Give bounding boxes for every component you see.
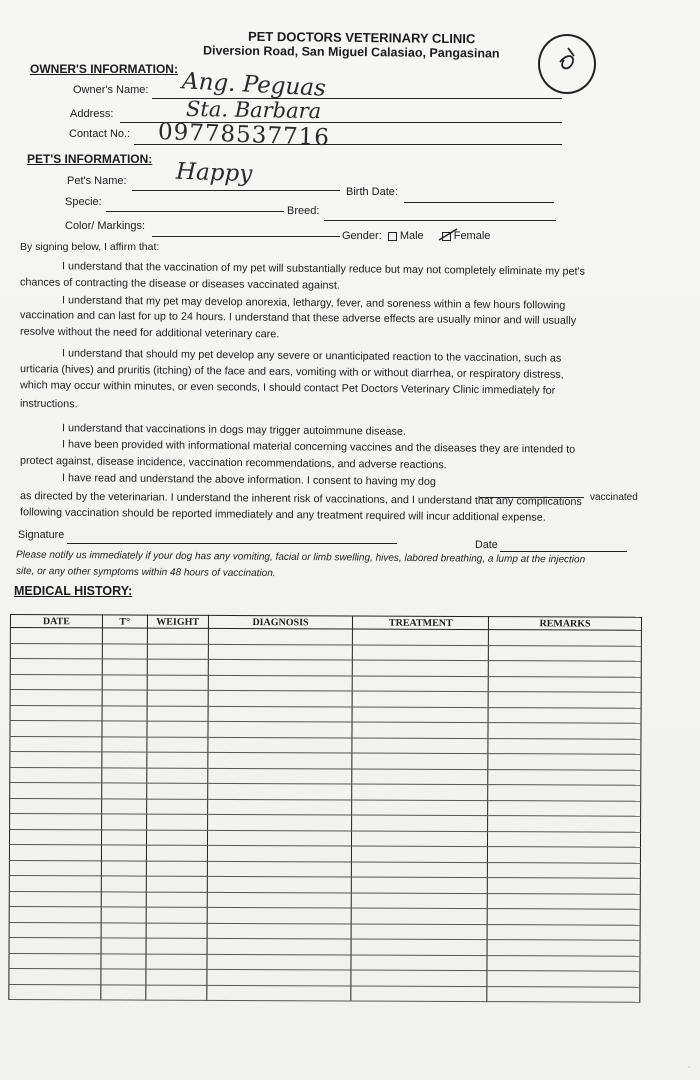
cell-diagnosis[interactable] <box>207 799 352 815</box>
gender-label: Gender: <box>342 230 382 242</box>
medical-history-body <box>9 628 642 1003</box>
consent-intro: By signing below, I affirm that: <box>20 241 160 253</box>
cell-weight[interactable] <box>147 737 208 753</box>
cell-remarks[interactable] <box>487 924 640 940</box>
cell-weight[interactable] <box>147 706 208 722</box>
cell-treatment[interactable] <box>353 660 489 676</box>
cell-weight[interactable] <box>146 907 207 923</box>
cell-treatment[interactable] <box>351 954 487 970</box>
cell-diagnosis[interactable] <box>208 752 353 768</box>
column-header-remarks: REMARKS <box>489 617 642 631</box>
cell-date[interactable] <box>10 721 102 737</box>
color-field[interactable] <box>152 236 340 237</box>
cell-remarks[interactable] <box>488 800 641 816</box>
cell-date[interactable] <box>10 705 102 721</box>
cell-diagnosis[interactable] <box>207 861 352 877</box>
cell-weight[interactable] <box>146 923 207 939</box>
cell-temperature[interactable] <box>101 876 146 892</box>
cell-weight[interactable] <box>146 938 207 954</box>
consent-line: I have read and understand the above information. I consent to having my dog <box>61 472 436 488</box>
cell-remarks[interactable] <box>487 955 640 971</box>
cell-date[interactable] <box>9 953 101 969</box>
cell-weight[interactable] <box>147 628 208 644</box>
cell-date[interactable] <box>9 906 101 922</box>
cell-temperature[interactable] <box>102 659 147 675</box>
consent-line: instructions. <box>19 397 78 411</box>
cell-treatment[interactable] <box>353 644 489 660</box>
cell-remarks[interactable] <box>488 831 641 847</box>
cell-remarks[interactable] <box>488 862 641 878</box>
cell-temperature[interactable] <box>102 721 147 737</box>
pet-section-title: PET'S INFORMATION: <box>27 152 153 166</box>
cell-temperature[interactable] <box>102 628 147 644</box>
cell-diagnosis[interactable] <box>208 628 353 644</box>
column-header-diagnosis: DIAGNOSIS <box>208 615 353 629</box>
cell-remarks[interactable] <box>488 816 641 832</box>
cell-date[interactable] <box>9 829 101 845</box>
cell-temperature[interactable] <box>102 736 147 752</box>
cell-date[interactable] <box>10 690 102 706</box>
cell-date[interactable] <box>9 922 101 938</box>
cell-treatment[interactable] <box>352 753 488 769</box>
consent-line: I understand that the vaccination of my pet will substantially reduce but may not completely eliminate my pet's <box>61 260 586 278</box>
cell-temperature[interactable] <box>101 891 146 907</box>
cell-weight[interactable] <box>146 892 207 908</box>
cell-remarks[interactable] <box>489 630 642 646</box>
corner-mark: · <box>688 1064 691 1071</box>
column-header-weight: WEIGHT <box>147 615 208 628</box>
consent-line: chances of contracting the disease or diseases vaccinated against. <box>19 276 340 292</box>
consent-line: I understand that should my pet develop any severe or unanticipated reaction to the vaccination, such as <box>61 347 562 365</box>
cell-treatment[interactable] <box>352 861 488 877</box>
cell-treatment[interactable] <box>353 629 489 645</box>
cell-remarks[interactable] <box>489 645 642 661</box>
cell-weight[interactable] <box>146 876 207 892</box>
female-check-mark-icon <box>437 228 459 242</box>
cell-temperature[interactable] <box>101 798 146 814</box>
notice-line: Please notify us immediately if your dog has any vomiting, facial or limb swelling, hives, labored breathing, a lump at the injection <box>15 549 586 566</box>
cell-weight[interactable] <box>146 954 207 970</box>
cell-remarks[interactable] <box>488 847 641 863</box>
cell-diagnosis[interactable] <box>207 892 352 908</box>
cell-remarks[interactable] <box>487 909 640 925</box>
cell-remarks[interactable] <box>488 676 641 692</box>
cell-diagnosis[interactable] <box>208 644 353 660</box>
notice-line: site, or any other symptoms within 48 hours of vaccination. <box>15 565 276 580</box>
pet-name-label: Pet's Name: <box>67 175 127 187</box>
cell-treatment[interactable] <box>352 908 488 924</box>
address-label: Address: <box>70 108 114 120</box>
female-label: Female <box>453 230 491 242</box>
cell-temperature[interactable] <box>102 674 147 690</box>
cell-temperature[interactable] <box>102 690 147 706</box>
cell-temperature[interactable] <box>101 969 146 985</box>
owner-name-label: Owner's Name: <box>73 84 149 96</box>
date-label: Date <box>475 539 498 551</box>
column-header-treatment: TREATMENT <box>353 616 489 630</box>
cell-diagnosis[interactable] <box>208 737 353 753</box>
signature-field[interactable] <box>67 543 397 544</box>
cell-remarks[interactable] <box>488 723 641 739</box>
cell-treatment[interactable] <box>352 722 488 738</box>
cell-weight[interactable] <box>146 985 207 1001</box>
cell-remarks[interactable] <box>487 971 640 987</box>
cell-weight[interactable] <box>147 721 208 737</box>
consent-line: I understand that vaccinations in dogs may trigger autoimmune disease. <box>61 422 406 438</box>
color-label: Color/ Markings: <box>65 220 146 232</box>
cell-weight[interactable] <box>147 675 208 691</box>
cell-temperature[interactable] <box>102 752 147 768</box>
cell-weight[interactable] <box>147 644 208 660</box>
cell-remarks[interactable] <box>488 692 641 708</box>
cell-temperature[interactable] <box>102 767 147 783</box>
cell-temperature[interactable] <box>101 953 146 969</box>
cell-diagnosis[interactable] <box>207 783 352 799</box>
cell-diagnosis[interactable] <box>207 969 352 985</box>
handwritten-circle-mark <box>538 34 596 94</box>
cell-treatment[interactable] <box>351 939 487 955</box>
cell-weight[interactable] <box>147 752 208 768</box>
consent-line: as directed by the veterinarian. I understand the inherent risk of vaccinations, and I understand that any complications <box>19 490 582 508</box>
cell-diagnosis[interactable] <box>207 907 352 923</box>
cell-temperature[interactable] <box>102 783 147 799</box>
cell-date[interactable] <box>9 891 101 907</box>
cell-remarks[interactable] <box>488 878 641 894</box>
owner-section-title: OWNER'S INFORMATION: <box>30 62 178 76</box>
cell-treatment[interactable] <box>352 706 488 722</box>
cell-diagnosis[interactable] <box>207 938 352 954</box>
signature-label: Signature <box>18 529 65 541</box>
cell-diagnosis[interactable] <box>207 985 352 1001</box>
cell-diagnosis[interactable] <box>208 721 353 737</box>
cell-temperature[interactable] <box>101 860 146 876</box>
cell-date[interactable] <box>10 659 102 675</box>
cell-date[interactable] <box>9 968 101 984</box>
table-row <box>9 984 640 1002</box>
cell-diagnosis[interactable] <box>207 768 352 784</box>
cell-date[interactable] <box>10 798 102 814</box>
breed-label: Breed: <box>287 205 320 217</box>
clinic-name: PET DOCTORS VETERINARY CLINIC <box>247 28 476 47</box>
cell-treatment[interactable] <box>352 768 488 784</box>
address-field[interactable]: Sta. Barbara <box>185 96 322 124</box>
cell-date[interactable] <box>10 783 102 799</box>
breed-field[interactable] <box>324 220 556 221</box>
cell-weight[interactable] <box>146 845 207 861</box>
cell-treatment[interactable] <box>353 675 489 691</box>
cell-temperature[interactable] <box>101 845 146 861</box>
cell-diagnosis[interactable] <box>208 706 353 722</box>
contact-label: Contact No.: <box>69 128 131 140</box>
consent-line: which may occur within minutes, or even seconds, I should contact Pet Doctors Veterinary Clinic immediately for <box>19 379 556 397</box>
cell-weight[interactable] <box>146 830 207 846</box>
cell-weight[interactable] <box>146 783 207 799</box>
cell-date[interactable] <box>10 643 102 659</box>
cell-date[interactable] <box>9 937 101 953</box>
cell-treatment[interactable] <box>353 691 489 707</box>
cell-date[interactable] <box>10 814 102 830</box>
cell-diagnosis[interactable] <box>208 690 353 706</box>
cell-temperature[interactable] <box>101 814 146 830</box>
cell-temperature[interactable] <box>101 829 146 845</box>
cell-temperature[interactable] <box>102 643 147 659</box>
cell-remarks[interactable] <box>488 661 641 677</box>
cell-treatment[interactable] <box>352 784 488 800</box>
consent-line: following vaccination should be reported immediately and any treatment required will incur additional expense. <box>19 506 546 524</box>
consent-line: vaccination and can last for up to 24 hours. I understand that these adverse effects are usually minor and will usually <box>19 309 577 327</box>
cell-weight[interactable] <box>146 799 207 815</box>
cell-date[interactable] <box>10 674 102 690</box>
cell-diagnosis[interactable] <box>207 830 352 846</box>
cell-diagnosis[interactable] <box>207 814 352 830</box>
cell-diagnosis[interactable] <box>207 845 352 861</box>
cell-treatment[interactable] <box>352 815 488 831</box>
cell-weight[interactable] <box>146 861 207 877</box>
specie-label: Specie: <box>65 196 102 208</box>
cell-remarks[interactable] <box>488 769 641 785</box>
cell-treatment[interactable] <box>352 830 488 846</box>
cell-treatment[interactable] <box>352 799 488 815</box>
consent-line: I have been provided with informational material concerning vaccines and the diseases they are intended to <box>61 438 576 456</box>
medical-history-table <box>8 614 642 1003</box>
contact-field[interactable]: 09778537716 <box>157 119 331 151</box>
cell-date[interactable] <box>9 860 101 876</box>
cell-temperature[interactable] <box>101 922 146 938</box>
cell-diagnosis[interactable] <box>207 923 352 939</box>
cell-temperature[interactable] <box>101 907 146 923</box>
specie-field[interactable] <box>106 211 284 212</box>
cell-date[interactable] <box>9 875 101 891</box>
cell-weight[interactable] <box>147 659 208 675</box>
column-header-temperature: T° <box>102 615 147 628</box>
cell-date[interactable] <box>10 767 102 783</box>
cell-temperature[interactable] <box>101 938 146 954</box>
pet-name-line <box>132 190 340 191</box>
cell-diagnosis[interactable] <box>208 659 353 675</box>
cell-diagnosis[interactable] <box>207 876 352 892</box>
cell-treatment[interactable] <box>351 985 487 1001</box>
consent-line: resolve without the need for additional veterinary care. <box>19 325 280 341</box>
cell-treatment[interactable] <box>352 877 488 893</box>
cell-weight[interactable] <box>146 969 207 985</box>
cell-diagnosis[interactable] <box>208 675 353 691</box>
medical-history-title: MEDICAL HISTORY: <box>14 584 133 598</box>
cell-treatment[interactable] <box>351 970 487 986</box>
cell-treatment[interactable] <box>352 846 488 862</box>
cell-treatment[interactable] <box>352 892 488 908</box>
cell-remarks[interactable] <box>488 738 641 754</box>
cell-date[interactable] <box>10 736 102 752</box>
cell-weight[interactable] <box>147 690 208 706</box>
cell-temperature[interactable] <box>101 984 146 1000</box>
column-header-date: DATE <box>10 615 102 628</box>
birth-date-field[interactable] <box>404 202 554 203</box>
cell-remarks[interactable] <box>488 707 641 723</box>
cell-weight[interactable] <box>146 814 207 830</box>
cell-date[interactable] <box>9 845 101 861</box>
cell-treatment[interactable] <box>352 737 488 753</box>
cell-temperature[interactable] <box>102 705 147 721</box>
cell-remarks[interactable] <box>488 785 641 801</box>
consent-line: protect against, disease incidence, vaccination recommendations, and adverse reactions. <box>19 454 447 472</box>
cell-treatment[interactable] <box>352 923 488 939</box>
male-checkbox[interactable] <box>388 232 397 241</box>
consent-line: urticaria (hives) and pruritis (itching) of the face and ears, vomiting with or without diarrhea, or respiratory distress, <box>19 363 564 381</box>
cell-remarks[interactable] <box>487 893 640 909</box>
owner-name-field[interactable]: Ang. Peguas <box>181 68 327 102</box>
cell-remarks[interactable] <box>487 986 640 1002</box>
birth-date-label: Birth Date: <box>346 186 398 198</box>
clinic-address: Diversion Road, San Miguel Calasiao, Pangasinan <box>202 43 500 61</box>
consent-line: vaccinated <box>590 492 638 503</box>
cell-date[interactable] <box>10 752 102 768</box>
cell-remarks[interactable] <box>488 754 641 770</box>
cell-date[interactable] <box>10 628 102 644</box>
cell-remarks[interactable] <box>487 940 640 956</box>
cell-date[interactable] <box>9 984 101 1000</box>
gender-group <box>342 230 490 242</box>
pet-name-field[interactable]: Happy <box>175 158 253 188</box>
cell-diagnosis[interactable] <box>207 954 352 970</box>
male-label: Male <box>399 230 424 242</box>
consent-line: I understand that my pet may develop anorexia, lethargy, fever, and soreness within a few hours following <box>61 294 566 312</box>
cell-weight[interactable] <box>146 768 207 784</box>
